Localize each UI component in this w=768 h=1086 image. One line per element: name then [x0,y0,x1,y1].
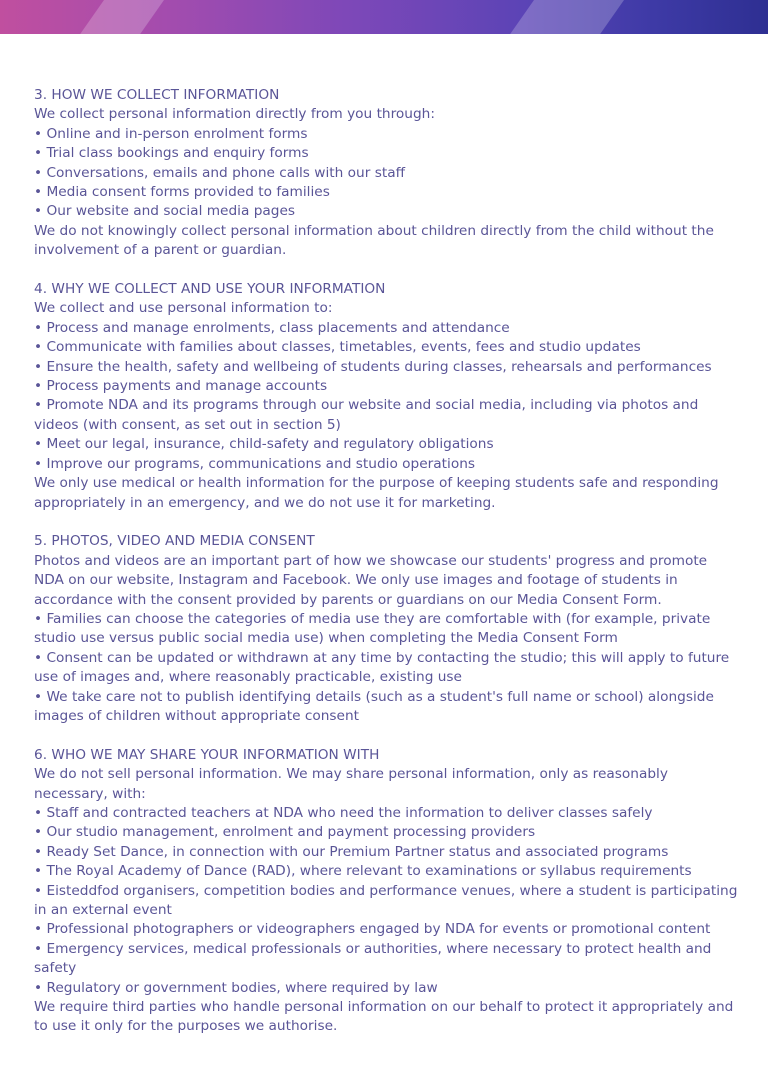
bullet-item: • Our studio management, enrolment and payment processing providers [34,823,739,842]
banner-sheen-left [48,0,192,34]
bullet-item: • Trial class bookings and enquiry forms [34,144,739,163]
bullet-list [34,804,739,998]
section-intro: Photos and videos are an important part of how we showcase our students' progress and promote NDA on our website, Instagram and Facebook. We only use images and footage of students in accordance with the consent provided by parents or guardians on our Media Consent Form. [34,552,708,608]
section-intro: We collect personal information directly from you through: [34,106,435,123]
bullet-item: • The Royal Academy of Dance (RAD), where relevant to examinations or syllabus requirements [34,862,739,881]
bullet-item: • Emergency services, medical professionals or authorities, where necessary to protect health and safety [34,940,739,979]
bullet-item: • Consent can be updated or withdrawn at any time by contacting the studio; this will apply to future use of images and, where reasonably practicable, existing use [34,649,739,688]
section-intro: We collect and use personal information to: [34,300,333,317]
bullet-item: • Ensure the health, safety and wellbeing of students during classes, rehearsals and performances [34,358,739,377]
bullet-item: • Improve our programs, communications and studio operations [34,455,739,474]
section-media-consent [34,532,739,726]
bullet-item: • Process and manage enrolments, class placements and attendance [34,319,739,338]
bullet-item: • Our website and social media pages [34,202,739,221]
section-closing-text: We do not knowingly collect personal information about children directly from the child without the involvement of a parent or guardian. [34,222,714,259]
bullet-item: • Professional photographers or videographers engaged by NDA for events or promotional content [34,920,739,939]
policy-content [34,86,739,1056]
bullet-item: • Online and in-person enrolment forms [34,125,739,144]
bullet-item: • Ready Set Dance, in connection with our Premium Partner status and associated programs [34,843,739,862]
bullet-item: • Process payments and manage accounts [34,377,739,396]
bullet-item: • Staff and contracted teachers at NDA who need the information to deliver classes safely [34,804,739,823]
section-heading: 6. WHO WE MAY SHARE YOUR INFORMATION WITH [34,746,380,763]
bullet-item: • Regulatory or government bodies, where required by law [34,979,739,998]
section-heading: 3. HOW WE COLLECT INFORMATION [34,87,280,103]
bullet-item: • Conversations, emails and phone calls with our staff [34,164,739,183]
bullet-item: • Communicate with families about classes, timetables, events, fees and studio updates [34,338,739,357]
bullet-item: • Promote NDA and its programs through our website and social media, including via photos and videos (with consent, as set out in section 5) [34,396,739,435]
banner-sheen-right [478,0,652,34]
section-sharing [34,746,739,1037]
bullet-list [34,319,739,474]
bullet-list [34,610,739,726]
bullet-item: • Meet our legal, insurance, child-safety and regulatory obligations [34,435,739,454]
section-closing-text: We only use medical or health information for the purpose of keeping students safe and responding appropriately in an emergency, and we do not use it for marketing. [34,475,719,511]
bullet-item: • Families can choose the categories of media use they are comfortable with (for example, private studio use versus public social media use) when completing the Media Consent Form [34,610,739,649]
section-intro: We do not sell personal information. We may share personal information, only as reasonably necessary, with: [34,766,668,802]
section-why-we-collect [34,280,739,513]
bullet-item: • Media consent forms provided to families [34,183,739,202]
section-closing-text: We require third parties who handle personal information on our behalf to protect it appropriately and to use it only for the purposes we authorise. [34,999,734,1035]
bullet-item: • We take care not to publish identifying details (such as a student's full name or school) alongside images of children without appropriate consent [34,688,739,727]
section-how-we-collect [34,86,739,261]
section-heading: 5. PHOTOS, VIDEO AND MEDIA CONSENT [34,533,315,550]
section-heading: 4. WHY WE COLLECT AND USE YOUR INFORMATION [34,281,386,298]
bullet-list [34,125,739,222]
top-banner [0,0,768,34]
bullet-item: • Eisteddfod organisers, competition bodies and performance venues, where a student is participating in an external event [34,882,739,921]
